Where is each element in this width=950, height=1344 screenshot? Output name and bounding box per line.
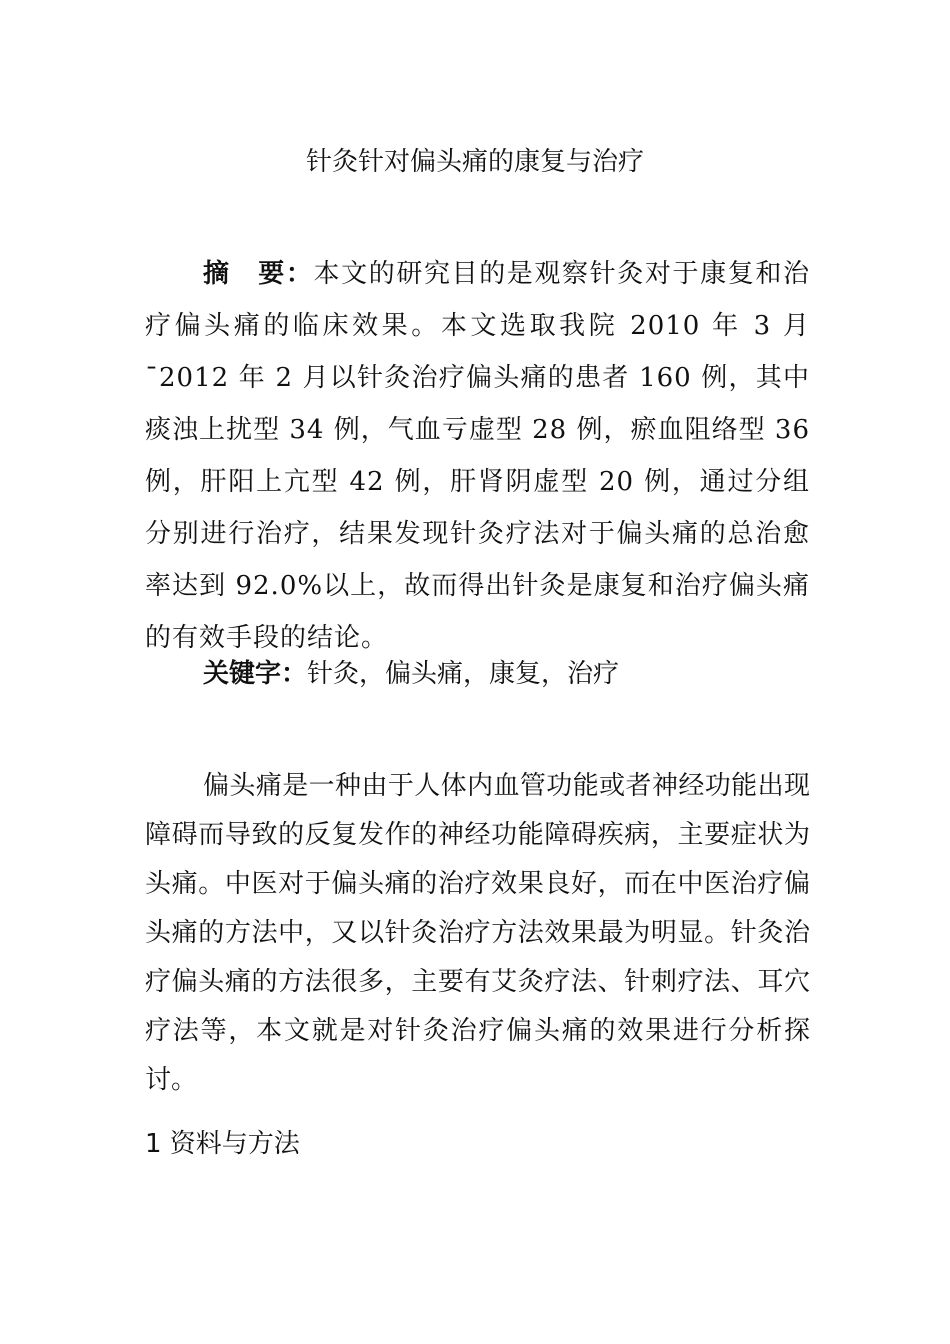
abstract-paragraph: [145, 248, 810, 664]
section-heading: 1 资料与方法: [145, 1129, 300, 1159]
keywords-line: [145, 648, 810, 700]
intro-paragraph: 偏头痛是一种由于人体内血管功能或者神经功能出现障碍而导致的反复发作的神经功能障碍疾病，主要症状为头痛。中医对于偏头痛的治疗效果良好，而在中医治疗偏头痛的方法中，又以针灸治疗方法效果最为明显。针灸治疗偏头痛的方法很多，主要有艾灸疗法、针刺疗法、耳穴疗法等，本文就是对针灸治疗偏头痛的效果进行分析探讨。: [145, 771, 810, 1095]
keywords-text: 针灸，偏头痛，康复，治疗: [307, 659, 620, 689]
keywords-label: 关键字：: [203, 659, 308, 689]
document-title: 针灸针对偏头痛的康复与治疗: [305, 147, 644, 177]
abstract-text: 本文的研究目的是观察针灸对于康复和治疗偏头痛的临床效果。本文选取我院 2010 年 3 月¯2012 年 2 月以针灸治疗偏头痛的患者 160 例，其中痰浊上扰型 34 例，气血亏虚型 28 例，瘀血阻络型 36 例，肝阳上亢型 42 例，肝肾阴虚型 20 例，通过分组分别进行治疗，结果发现针灸疗法对于偏头痛的总治愈率达到 92.0%以上，故而得出针灸是康复和治疗偏头痛的有效手段的结论。: [145, 259, 810, 653]
abstract-label: 摘 要：: [203, 259, 314, 289]
